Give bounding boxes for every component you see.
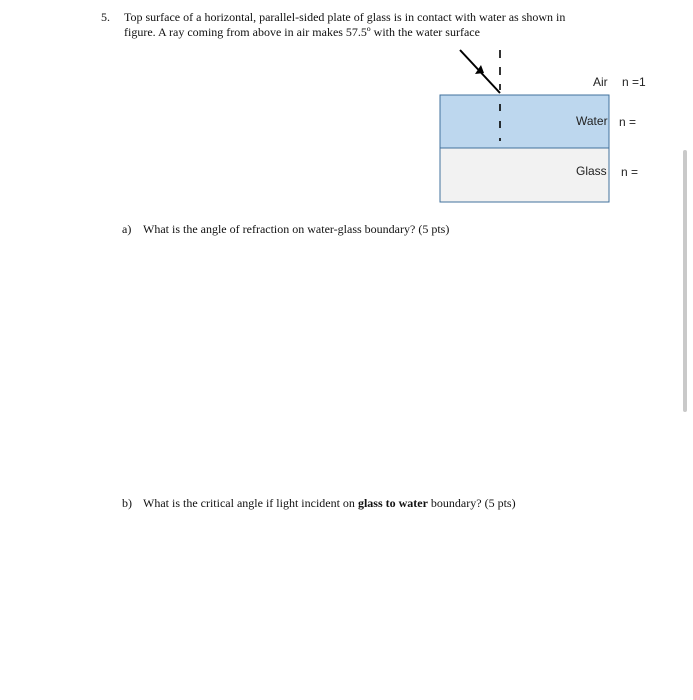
glass-label: Glass [576, 164, 607, 178]
air-index: n =1 [622, 75, 646, 89]
part-a-letter: a) [122, 222, 132, 236]
question-text-line-2: figure. A ray coming from above in air makes 57.5º with the water surface [124, 25, 480, 39]
scrollbar[interactable] [683, 150, 687, 412]
part-b [122, 496, 516, 511]
part-a [122, 222, 449, 237]
part-b-text-end: boundary? (5 pts) [427, 496, 516, 510]
part-b-text: What is the critical angle if light incident on [143, 496, 358, 510]
air-label: Air [593, 75, 608, 89]
question-text-line-1: Top surface of a horizontal, parallel-sided plate of glass is in contact with water as shown in [124, 10, 566, 24]
glass-index: n = [621, 165, 639, 179]
part-b-bold-text: glass to water [357, 496, 428, 510]
part-a-text: What is the angle of refraction on water-glass boundary? (5 pts) [143, 222, 450, 236]
water-label: Water [576, 114, 608, 128]
question-number: 5. [101, 10, 110, 24]
water-index: n = [619, 115, 637, 129]
part-b-letter: b) [122, 496, 132, 510]
